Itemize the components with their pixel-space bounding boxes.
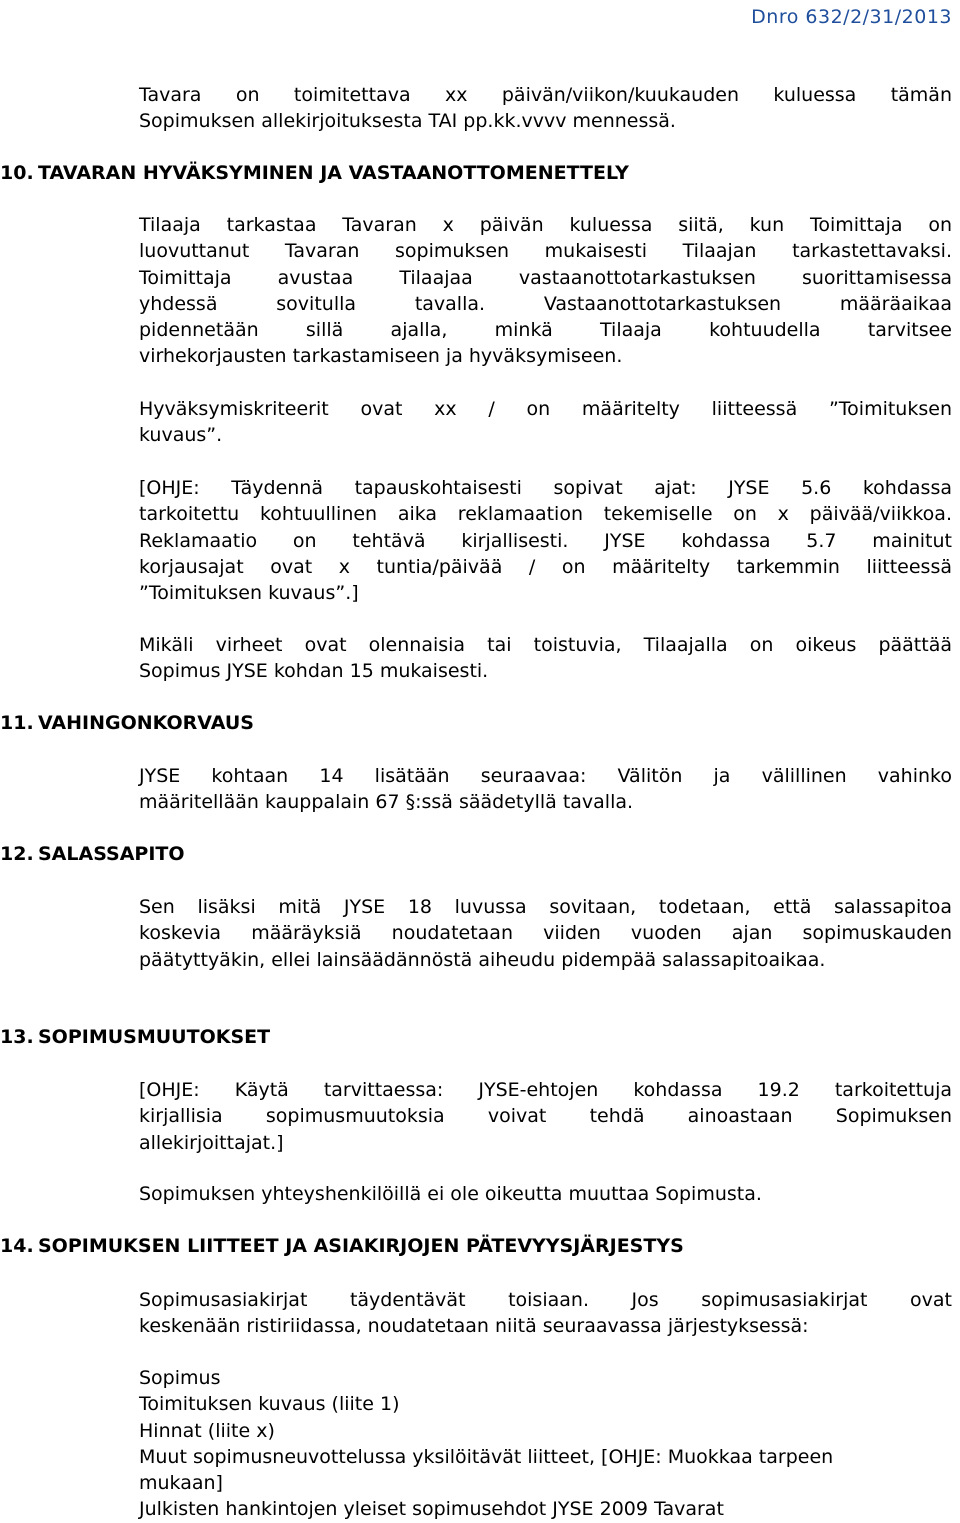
section-11-heading xyxy=(0,710,254,736)
text-line: Reklamaatio on tehtävä kirjallisesti. JYSE kohdassa 5.7 mainitut xyxy=(139,529,952,552)
section-number: 11. xyxy=(0,712,34,734)
section-title: SOPIMUKSEN LIITTEET JA ASIAKIRJOJEN PÄTEVYYSJÄRJESTYS xyxy=(38,1235,684,1257)
text-line: Tavara on toimitettava xx päivän/viikon/kuukauden kuluessa tämän xyxy=(139,84,952,106)
amendments-instruction-paragraph xyxy=(139,1077,952,1156)
document-number: Dnro 632/2/31/2013 xyxy=(751,6,952,28)
damages-paragraph xyxy=(139,763,952,816)
section-title: SALASSAPITO xyxy=(38,843,185,865)
text-line: allekirjoittajat.] xyxy=(139,1131,284,1154)
acceptance-paragraph xyxy=(139,212,952,370)
text-line: Toimittaja avustaa Tilaajaa vastaanottotarkastuksen suorittamisessa xyxy=(139,266,952,289)
acceptance-criteria-paragraph xyxy=(139,396,952,449)
text-line: [OHJE: Käytä tarvittaessa: JYSE-ehtojen kohdassa 19.2 tarkoitettuja xyxy=(139,1079,952,1101)
text-line: määritellään kauppalain 67 §:ssä säädetyllä tavalla. xyxy=(139,791,634,814)
section-10-heading xyxy=(0,160,629,186)
text-line: JYSE kohtaan 14 lisätään seuraavaa: Välitön ja välillinen vahinko xyxy=(139,765,952,787)
list-item: Toimituksen kuvaus (liite 1) xyxy=(139,1393,400,1416)
section-14-heading xyxy=(0,1233,684,1259)
delivery-paragraph xyxy=(139,82,952,135)
text-line: Hyväksymiskriteerit ovat xx / on määritelty liitteessä ”Toimituksen xyxy=(139,398,952,420)
text-line: päätyttyäkin, ellei lainsäädännöstä aiheudu pidempää salassapitoaikaa. xyxy=(139,948,826,971)
section-13-heading xyxy=(0,1024,270,1050)
text-line: Sopimus JYSE kohdan 15 mukaisesti. xyxy=(139,660,489,683)
contact-persons-paragraph xyxy=(139,1181,952,1207)
text-line: Mikäli virheet ovat olennaisia tai toistuvia, Tilaajalla on oikeus päättää xyxy=(139,634,952,656)
list-item: mukaan] xyxy=(139,1472,223,1495)
list-item: Sopimus xyxy=(139,1367,221,1389)
section-title: VAHINGONKORVAUS xyxy=(38,712,254,734)
text-line: pidennetään sillä ajalla, minkä Tilaaja kohtuudella tarvitsee xyxy=(139,319,952,342)
precedence-list xyxy=(139,1365,952,1523)
text-line: ”Toimituksen kuvaus”.] xyxy=(139,582,359,605)
section-number: 10. xyxy=(0,162,34,184)
list-item: Hinnat (liite x) xyxy=(139,1419,275,1442)
section-number: 13. xyxy=(0,1026,34,1048)
text-line: Sopimuksen allekirjoituksesta TAI pp.kk.vvvv mennessä. xyxy=(139,110,676,133)
text-line: keskenään ristiriidassa, noudatetaan niitä seuraavassa järjestyksessä: xyxy=(139,1315,809,1338)
text-line: virhekorjausten tarkastamiseen ja hyväksymiseen. xyxy=(139,345,623,368)
section-title: SOPIMUSMUUTOKSET xyxy=(38,1026,271,1048)
text-line: Sopimuksen yhteyshenkilöillä ei ole oikeutta muuttaa Sopimusta. xyxy=(139,1183,762,1205)
text-line: luovuttanut Tavaran sopimuksen mukaisesti Tilaajan tarkastettavaksi. xyxy=(139,240,952,263)
text-line: [OHJE: Täydennä tapauskohtaisesti sopivat ajat: JYSE 5.6 kohdassa xyxy=(139,477,952,499)
precedence-paragraph xyxy=(139,1287,952,1340)
section-number: 12. xyxy=(0,843,34,865)
confidentiality-paragraph xyxy=(139,894,952,973)
section-12-heading xyxy=(0,841,185,867)
text-line: yhdessä sovitulla tavalla. Vastaanottotarkastuksen määräaikaa xyxy=(139,292,952,315)
text-line: tarkoitettu kohtuullinen aika reklamaation tekemiselle on x päivää/viikkoa. xyxy=(139,503,952,526)
text-line: kirjallisia sopimusmuutoksia voivat tehdä ainoastaan Sopimuksen xyxy=(139,1105,952,1128)
list-item: Muut sopimusneuvottelussa yksilöitävät liitteet, [OHJE: Muokkaa tarpeen xyxy=(139,1445,834,1468)
list-item: Julkisten hankintojen yleiset sopimusehdot JYSE 2009 Tavarat xyxy=(139,1498,724,1521)
termination-paragraph xyxy=(139,632,952,685)
section-number: 14. xyxy=(0,1235,34,1257)
text-line: korjausajat ovat x tuntia/päivää / on määritelty tarkemmin liitteessä xyxy=(139,555,952,578)
text-line: Tilaaja tarkastaa Tavaran x päivän kuluessa siitä, kun Toimittaja on xyxy=(139,214,952,236)
text-line: kuvaus”. xyxy=(139,424,223,447)
text-line: koskevia määräyksiä noudatetaan viiden vuoden ajan sopimuskauden xyxy=(139,922,952,945)
instruction-paragraph xyxy=(139,475,952,606)
text-line: Sen lisäksi mitä JYSE 18 luvussa sovitaan, todetaan, että salassapitoa xyxy=(139,896,952,918)
section-title: TAVARAN HYVÄKSYMINEN JA VASTAANOTTOMENETTELY xyxy=(38,162,629,184)
text-line: Sopimusasiakirjat täydentävät toisiaan. Jos sopimusasiakirjat ovat xyxy=(139,1289,952,1311)
